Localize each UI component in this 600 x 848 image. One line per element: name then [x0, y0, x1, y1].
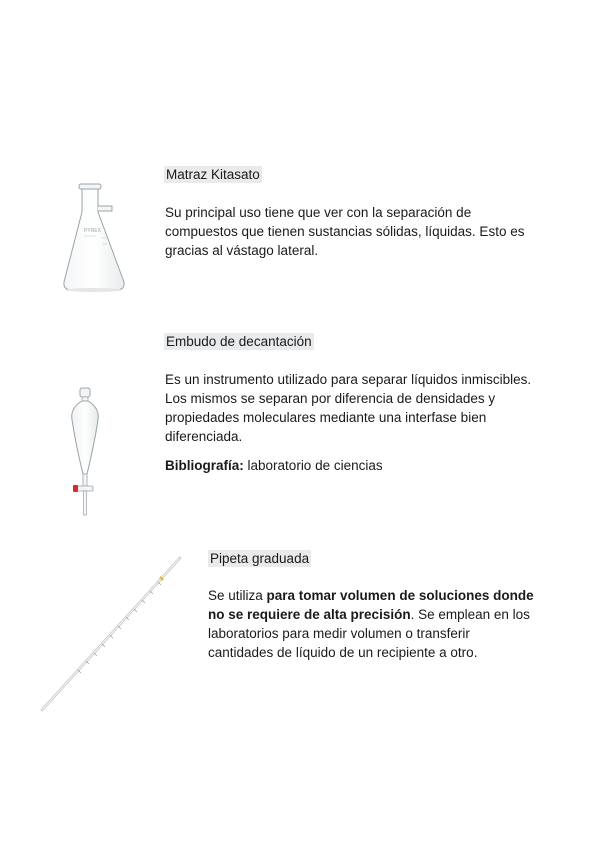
- section-title: Matraz Kitasato: [166, 167, 260, 182]
- body-suffix: . Se emplean en los laboratorios para medir volumen o transferir cantidades de líquido de un recipiente a otro.: [208, 607, 530, 660]
- bibliography-value: laboratorio de ciencias: [247, 458, 383, 473]
- body-prefix: Se utiliza: [208, 588, 267, 603]
- body-emphasis: para tomar volumen de soluciones donde no se requiere de alta precisión: [208, 588, 534, 622]
- graduated-pipette-icon: [38, 552, 186, 716]
- separatory-funnel-icon: [68, 386, 102, 518]
- section-title: Embudo de decantación: [166, 334, 312, 349]
- section-title: Pipeta graduada: [210, 551, 310, 566]
- section-body: Es un instrumento utilizado para separar líquidos inmiscibles. Los mismos se separan por diferencia de densidades y propiedades moleculares mediante una interfase bien diferenciada.: [165, 372, 532, 444]
- section-body: [208, 586, 534, 662]
- kitasato-flask-icon: [58, 182, 130, 294]
- section-body: Su principal uso tiene que ver con la separación de compuestos que tienen sustancias sólidas, líquidas. Esto es gracias al vástago lateral.: [165, 205, 525, 258]
- svg-text:PYREX: PYREX: [84, 228, 101, 234]
- bibliography-line: [165, 456, 535, 475]
- bibliography-label: Bibliografía:: [165, 458, 244, 473]
